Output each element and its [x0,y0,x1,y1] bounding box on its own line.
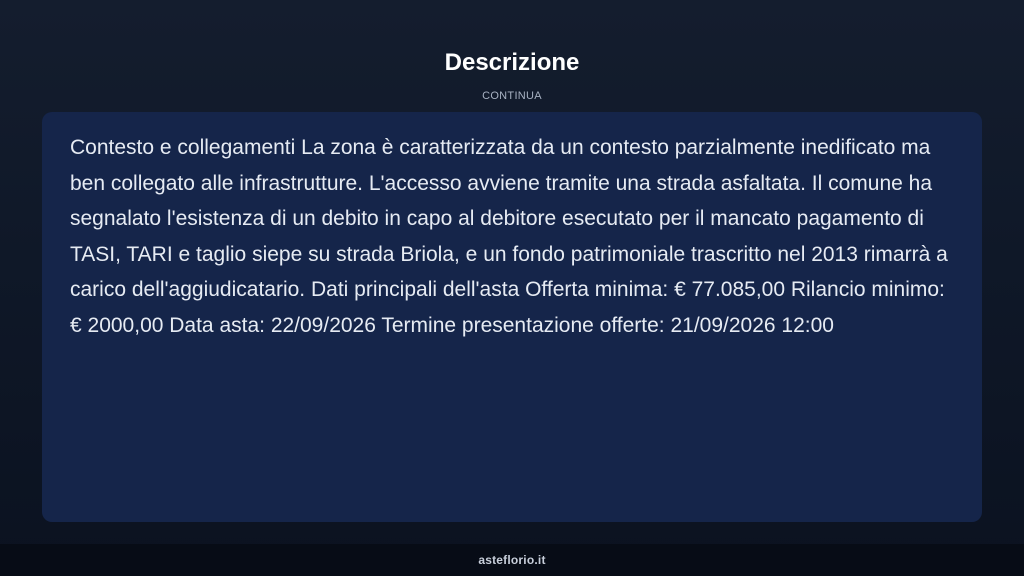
footer [0,544,1024,576]
footer-brand: asteflorio.it [478,553,546,567]
continua-label: CONTINUA [482,90,542,102]
description-card [42,112,982,522]
page-title: Descrizione [444,49,580,76]
description-text: Contesto e collegamenti La zona è caratterizzata da un contesto parzialmente inedificato ma ben collegato alle infrastrutture. L'accesso avviene tramite una strada asfaltata. Il comune ha segnalato l'esistenza di un debito in capo al debitore esecutato per il mancato pagamento di TASI, TARI e taglio siepe su strada Briola, e un fondo patrimoniale trascritto nel 2013 rimarrà a carico dell'aggiudicatario. Dati principali dell'asta Offerta minima: € 77.085,00 Rilancio minimo: € 2000,00 Data asta: 22/09/2026 Termine presentazione offerte: 21/09/2026 12:00 [70,136,948,337]
